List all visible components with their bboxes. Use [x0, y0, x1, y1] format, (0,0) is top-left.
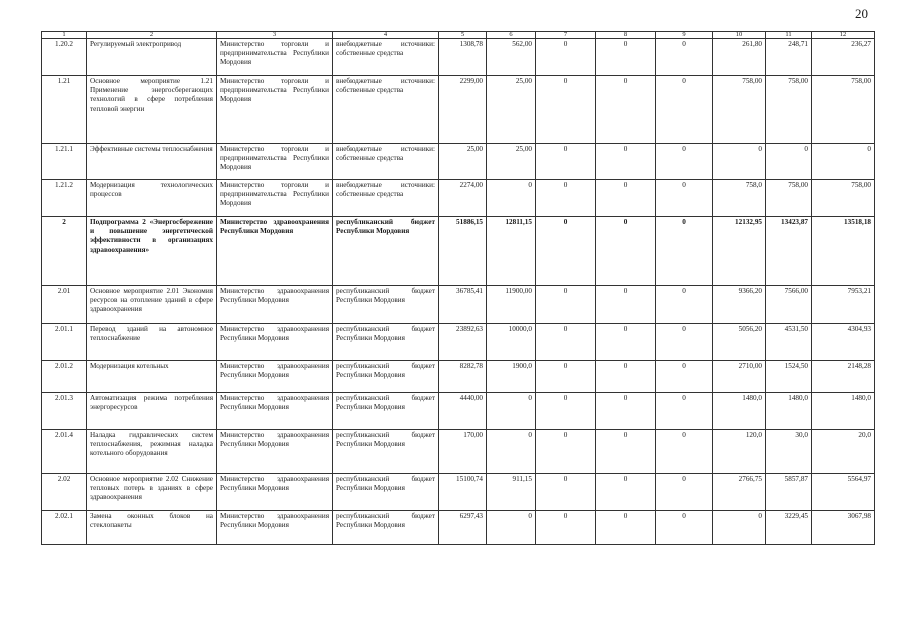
col-header: 6 [487, 32, 536, 39]
budget-table [41, 31, 875, 545]
cell-col8: 0 [596, 511, 656, 545]
row-code: 2.02 [42, 474, 87, 511]
cell-col11: 4531,50 [766, 324, 812, 361]
table-row [42, 39, 875, 76]
cell-col12: 758,00 [812, 76, 875, 144]
cell-col5: 4440,00 [439, 393, 487, 430]
table-row [42, 76, 875, 144]
cell-col7: 0 [536, 511, 596, 545]
cell-col9: 0 [656, 286, 713, 324]
cell-col7: 0 [536, 430, 596, 474]
cell-col12: 236,27 [812, 39, 875, 76]
cell-col11: 5857,87 [766, 474, 812, 511]
cell-col5: 25,00 [439, 144, 487, 180]
cell-col6: 0 [487, 393, 536, 430]
page-number: 20 [855, 6, 868, 21]
cell-col9: 0 [656, 474, 713, 511]
cell-col6: 0 [487, 430, 536, 474]
cell-col12: 5564,97 [812, 474, 875, 511]
row-code: 1.21.1 [42, 144, 87, 180]
col-header: 7 [536, 32, 596, 39]
row-source: внебюджетные источники: собственные средства [333, 76, 439, 144]
row-source: внебюджетные источники: собственные средства [333, 144, 439, 180]
cell-col5: 170,00 [439, 430, 487, 474]
cell-col9: 0 [656, 361, 713, 393]
cell-col11: 758,00 [766, 180, 812, 217]
row-name: Основное мероприятие 1.21 Применение энергосберегающих технологий в сфере потребления тепловой энергии [87, 76, 217, 144]
row-name: Эффективные системы теплоснабжения [87, 144, 217, 180]
table-row [42, 511, 875, 545]
cell-col6: 12811,15 [487, 217, 536, 286]
row-executor: Министерство здравоохранения Республики Мордовия [217, 474, 333, 511]
cell-col10: 0 [713, 144, 766, 180]
cell-col10: 120,0 [713, 430, 766, 474]
row-executor: Министерство торговли и предпринимательства Республики Мордовия [217, 180, 333, 217]
cell-col6: 25,00 [487, 144, 536, 180]
row-name: Наладка гидравлических систем теплоснабжения, режимная наладка котельного оборудования [87, 430, 217, 474]
cell-col9: 0 [656, 217, 713, 286]
cell-col9: 0 [656, 76, 713, 144]
row-name: Модернизация технологических процессов [87, 180, 217, 217]
cell-col11: 758,00 [766, 76, 812, 144]
col-header: 9 [656, 32, 713, 39]
row-name: Перевод зданий на автономное теплоснабжение [87, 324, 217, 361]
row-code: 1.21 [42, 76, 87, 144]
cell-col7: 0 [536, 474, 596, 511]
cell-col7: 0 [536, 144, 596, 180]
table-body [42, 39, 875, 545]
row-executor: Министерство здравоохранения Республики Мордовия [217, 324, 333, 361]
cell-col10: 758,00 [713, 76, 766, 144]
cell-col12: 13518,18 [812, 217, 875, 286]
cell-col12: 7953,21 [812, 286, 875, 324]
cell-col12: 0 [812, 144, 875, 180]
row-source: внебюджетные источники: собственные средства [333, 180, 439, 217]
row-code: 1.21.2 [42, 180, 87, 217]
cell-col6: 0 [487, 180, 536, 217]
cell-col10: 1480,0 [713, 393, 766, 430]
row-executor: Министерство здравоохранения Республики Мордовия [217, 511, 333, 545]
table-row [42, 217, 875, 286]
col-header: 8 [596, 32, 656, 39]
table-row [42, 430, 875, 474]
cell-col6: 25,00 [487, 76, 536, 144]
row-executor: Министерство здравоохранения Республики Мордовия [217, 286, 333, 324]
cell-col8: 0 [596, 393, 656, 430]
row-source: республиканский бюджет Республики Мордовия [333, 217, 439, 286]
row-name: Автоматизация режима потребления энергоресурсов [87, 393, 217, 430]
table-row [42, 361, 875, 393]
row-code: 2 [42, 217, 87, 286]
row-code: 1.20.2 [42, 39, 87, 76]
cell-col11: 7566,00 [766, 286, 812, 324]
cell-col7: 0 [536, 180, 596, 217]
row-executor: Министерство торговли и предпринимательства Республики Мордовия [217, 76, 333, 144]
table-row [42, 324, 875, 361]
cell-col5: 51886,15 [439, 217, 487, 286]
cell-col11: 1524,50 [766, 361, 812, 393]
cell-col8: 0 [596, 286, 656, 324]
row-executor: Министерство здравоохранения Республики Мордовия [217, 217, 333, 286]
row-source: республиканский бюджет Республики Мордовия [333, 361, 439, 393]
cell-col9: 0 [656, 144, 713, 180]
col-header: 3 [217, 32, 333, 39]
table-row [42, 393, 875, 430]
cell-col7: 0 [536, 324, 596, 361]
cell-col12: 4304,93 [812, 324, 875, 361]
cell-col5: 23892,63 [439, 324, 487, 361]
cell-col11: 248,71 [766, 39, 812, 76]
cell-col9: 0 [656, 511, 713, 545]
cell-col9: 0 [656, 324, 713, 361]
col-header: 2 [87, 32, 217, 39]
cell-col10: 5056,20 [713, 324, 766, 361]
cell-col8: 0 [596, 76, 656, 144]
cell-col12: 3067,98 [812, 511, 875, 545]
cell-col5: 2274,00 [439, 180, 487, 217]
cell-col8: 0 [596, 361, 656, 393]
cell-col7: 0 [536, 76, 596, 144]
cell-col8: 0 [596, 39, 656, 76]
col-header: 10 [713, 32, 766, 39]
row-name: Основное мероприятие 2.01 Экономия ресурсов на отопление зданий в сфере здравоохранения [87, 286, 217, 324]
cell-col11: 0 [766, 144, 812, 180]
cell-col9: 0 [656, 39, 713, 76]
cell-col6: 11900,00 [487, 286, 536, 324]
cell-col10: 2766,75 [713, 474, 766, 511]
row-name: Основное мероприятие 2.02 Снижение тепловых потерь в зданиях в сфере здравоохранения [87, 474, 217, 511]
cell-col12: 758,00 [812, 180, 875, 217]
cell-col10: 0 [713, 511, 766, 545]
row-source: республиканский бюджет Республики Мордовия [333, 511, 439, 545]
col-header: 4 [333, 32, 439, 39]
cell-col8: 0 [596, 430, 656, 474]
cell-col8: 0 [596, 180, 656, 217]
col-header: 5 [439, 32, 487, 39]
cell-col9: 0 [656, 430, 713, 474]
cell-col9: 0 [656, 393, 713, 430]
row-code: 2.02.1 [42, 511, 87, 545]
cell-col8: 0 [596, 474, 656, 511]
cell-col7: 0 [536, 393, 596, 430]
cell-col9: 0 [656, 180, 713, 217]
cell-col7: 0 [536, 286, 596, 324]
cell-col12: 20,0 [812, 430, 875, 474]
row-source: республиканский бюджет Республики Мордовия [333, 324, 439, 361]
cell-col11: 30,0 [766, 430, 812, 474]
cell-col6: 911,15 [487, 474, 536, 511]
cell-col5: 36785,41 [439, 286, 487, 324]
cell-col10: 12132,95 [713, 217, 766, 286]
row-executor: Министерство торговли и предпринимательства Республики Мордовия [217, 144, 333, 180]
cell-col5: 2299,00 [439, 76, 487, 144]
cell-col5: 8282,78 [439, 361, 487, 393]
cell-col5: 1308,78 [439, 39, 487, 76]
cell-col6: 10000,0 [487, 324, 536, 361]
row-code: 2.01.2 [42, 361, 87, 393]
cell-col10: 2710,00 [713, 361, 766, 393]
cell-col10: 9366,20 [713, 286, 766, 324]
cell-col8: 0 [596, 324, 656, 361]
row-code: 2.01.1 [42, 324, 87, 361]
cell-col7: 0 [536, 39, 596, 76]
row-source: внебюджетные источники: собственные средства [333, 39, 439, 76]
row-name: Регулируемый электропривод [87, 39, 217, 76]
cell-col6: 1900,0 [487, 361, 536, 393]
cell-col5: 15100,74 [439, 474, 487, 511]
row-name: Модернизация котельных [87, 361, 217, 393]
table-row [42, 474, 875, 511]
row-source: республиканский бюджет Республики Мордовия [333, 286, 439, 324]
row-executor: Министерство здравоохранения Республики Мордовия [217, 430, 333, 474]
table-row [42, 180, 875, 217]
cell-col11: 13423,87 [766, 217, 812, 286]
header-row [42, 32, 875, 39]
row-name: Подпрограмма 2 «Энергосбережение и повышение энергетической эффективности в организациях здравоохранения» [87, 217, 217, 286]
cell-col7: 0 [536, 361, 596, 393]
cell-col7: 0 [536, 217, 596, 286]
row-code: 2.01 [42, 286, 87, 324]
cell-col8: 0 [596, 217, 656, 286]
cell-col5: 6297,43 [439, 511, 487, 545]
row-code: 2.01.4 [42, 430, 87, 474]
row-name: Замена оконных блоков на стеклопакеты [87, 511, 217, 545]
cell-col12: 1480,0 [812, 393, 875, 430]
cell-col11: 3229,45 [766, 511, 812, 545]
row-executor: Министерство здравоохранения Республики Мордовия [217, 361, 333, 393]
col-header: 11 [766, 32, 812, 39]
col-header: 12 [812, 32, 875, 39]
cell-col10: 261,80 [713, 39, 766, 76]
row-source: республиканский бюджет Республики Мордовия [333, 474, 439, 511]
cell-col12: 2148,28 [812, 361, 875, 393]
cell-col10: 758,0 [713, 180, 766, 217]
table-row [42, 286, 875, 324]
col-header: 1 [42, 32, 87, 39]
cell-col8: 0 [596, 144, 656, 180]
cell-col11: 1480,0 [766, 393, 812, 430]
row-executor: Министерство торговли и предпринимательства Республики Мордовия [217, 39, 333, 76]
row-source: республиканский бюджет Республики Мордовия [333, 393, 439, 430]
cell-col6: 562,00 [487, 39, 536, 76]
row-executor: Министерство здравоохранения Республики Мордовия [217, 393, 333, 430]
row-source: республиканский бюджет Республики Мордовия [333, 430, 439, 474]
cell-col6: 0 [487, 511, 536, 545]
table-row [42, 144, 875, 180]
row-code: 2.01.3 [42, 393, 87, 430]
